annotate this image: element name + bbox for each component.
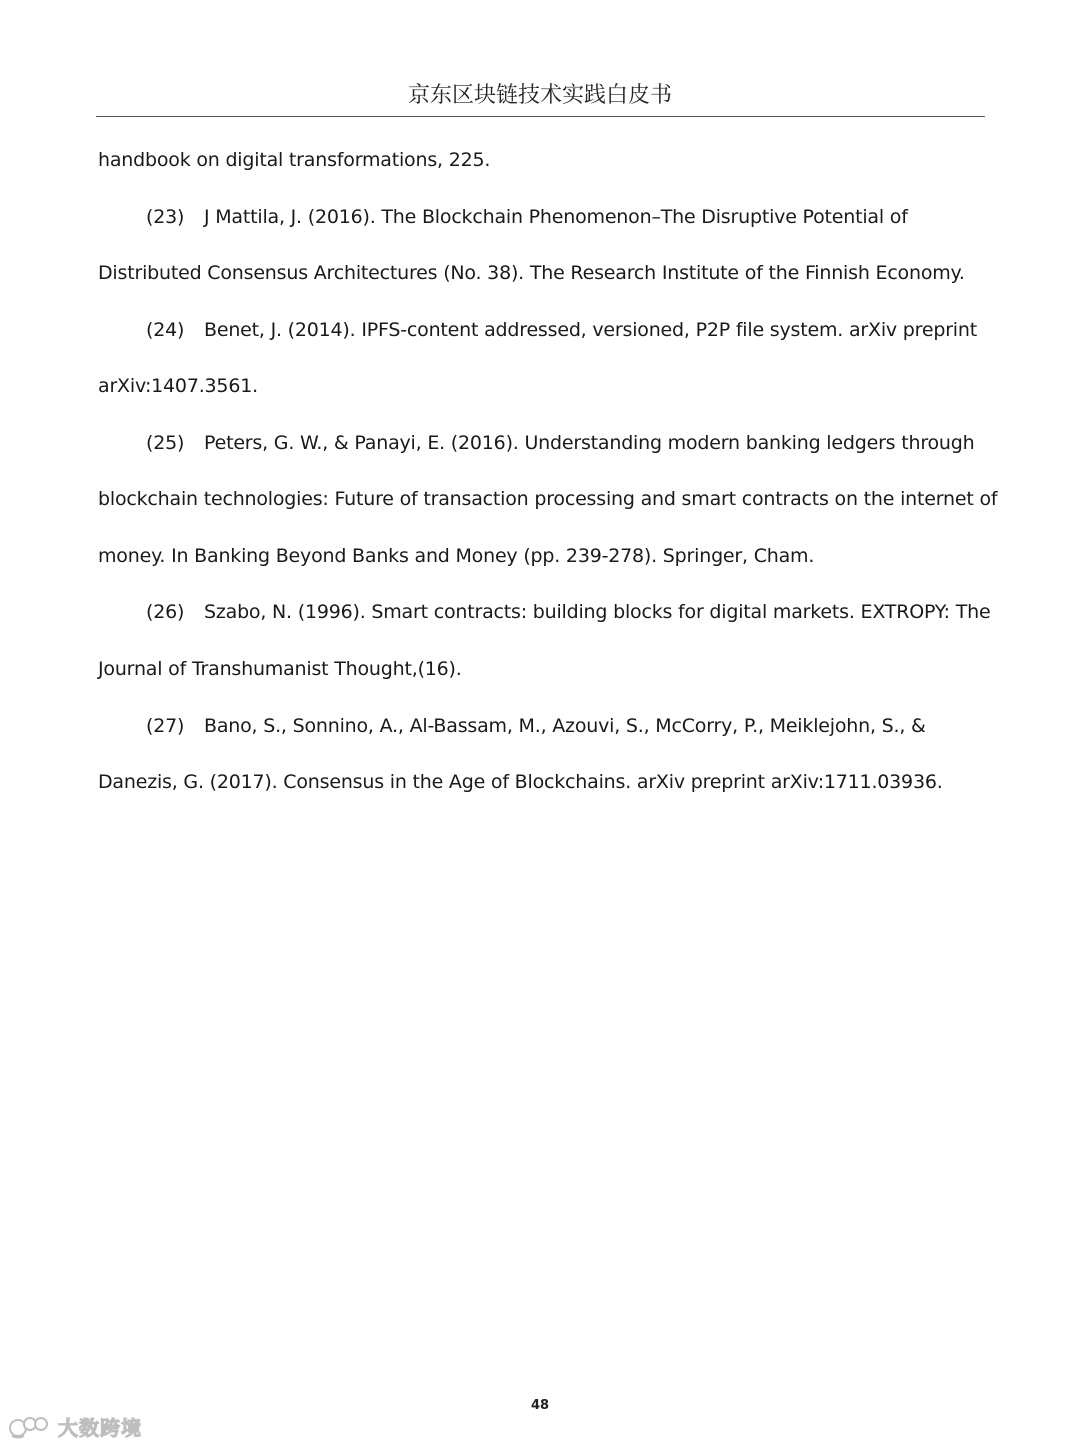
reference-number: (27) [146,715,185,737]
reference-23-first-line [146,197,908,237]
reference-25-line: blockchain technologies: Future of transaction processing and smart contracts on the internet of [98,488,998,510]
reference-number: (24) [146,319,185,341]
reference-27-first-line [146,706,926,746]
reference-number: (25) [146,432,185,454]
watermark [8,1410,142,1442]
running-header-title: 京东区块链技术实践白皮书 [407,83,672,108]
page-number: 48 [530,1398,550,1413]
reference-text: Bano, S., Sonnino, A., Al-Bassam, M., Azouvi, S., McCorry, P., Meiklejohn, S., & [204,715,926,737]
watermark-text: 大数跨境 [58,1415,142,1440]
reference-continuation: handbook on digital transformations, 225. [98,149,491,171]
reference-23-line: Distributed Consensus Architectures (No. 38). The Research Institute of the Finnish Economy. [98,262,965,284]
reference-text: Benet, J. (2014). IPFS-content addressed, versioned, P2P file system. arXiv preprint [204,319,977,341]
reference-number: (26) [146,601,185,623]
reference-24-first-line [146,310,977,350]
reference-26-first-line [146,592,990,632]
reference-26-line: Journal of Transhumanist Thought,(16). [98,658,462,680]
brand-logo-icon [8,1412,52,1440]
reference-text: Szabo, N. (1996). Smart contracts: building blocks for digital markets. EXTROPY: The [204,601,991,623]
reference-number: (23) [146,206,185,228]
reference-text: Peters, G. W., & Panayi, E. (2016). Understanding modern banking ledgers through [204,432,975,454]
reference-text: J Mattila, J. (2016). The Blockchain Phenomenon–The Disruptive Potential of [204,206,908,228]
reference-24-line: arXiv:1407.3561. [98,375,258,397]
reference-27-line: Danezis, G. (2017). Consensus in the Age of Blockchains. arXiv preprint arXiv:1711.03936. [98,771,943,793]
reference-25-line: money. In Banking Beyond Banks and Money (pp. 239-278). Springer, Cham. [98,545,815,567]
reference-25-first-line [146,423,974,463]
header-divider [96,116,985,117]
